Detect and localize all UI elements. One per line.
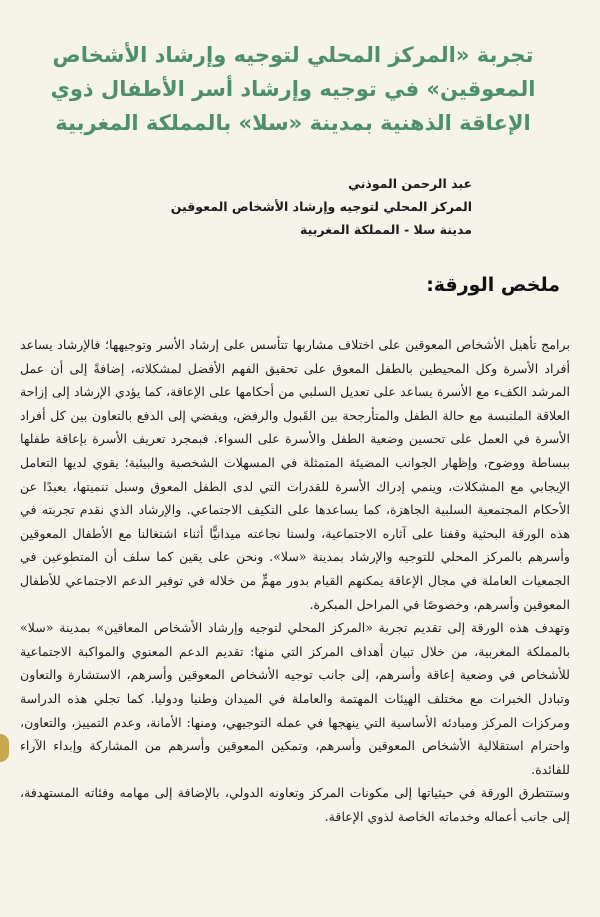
abstract-heading: ملخص الورقة: — [426, 274, 560, 296]
author-block — [112, 172, 472, 241]
page-edge-marker — [0, 734, 9, 762]
author-location: مدينة سلا - المملكة المغربية — [300, 222, 472, 237]
abstract-paragraph: وتهدف هذه الورقة إلى تقديم تجربة «المركز المحلي لتوجيه وإرشاد الأشخاص المعاقين» بمدينة «سلا» بالمملكة المغربية، من خلال تبيان أهداف المركز التي منها: تقديم الدعم المعنوي والمواكبة الاجتماعية للأشخاص في وضعية إعاقة وأسرهم، إلى جانب توجيه الأشخاص المعوقين وأسرهم، الاستشارة والتعاون وتبادل الخبرات مع مختلف الهيئات المهتمة والعاملة في الميدان وطنيا ودوليا. كما تجلي هذه الدراسة ومركزات المركز ومبادئه الأساسية التي ينهجها في عمله التوجيهي، ومنها: الأمانة، وعدم التمييز، والتعاون، واحترام استقلالية الأشخاص المعوقين وأسرهم، وتمكين المعوقين وأسرهم من المشاركة وإبداء الآراء للفائدة. — [20, 620, 570, 777]
abstract-paragraph: برامج تأهيل الأشخاص المعوقين على اختلاف مشاربها تتأسس على إرشاد الأسر وتوجيهها؛ فالإرشاد يساعد أفراد الأسرة وكل المحيطين بالطفل المعوق على تحقيق الفهم الأفضل لمشكلاته، إضافةً إلى أن عمل المرشد الكفء مع الأسرة يساعد على تعديل السلبي من أحكامها على الإعاقة، كما يؤدي الإرشاد إلى إزاحة العلاقة الملتبسة مع حالة الطفل والمتأرجحة بين القَبول والرفض، ويفضي إلى الدفع بالتعاون بين كل أفراد الأسرة في العمل على تحسين وضعية الطفل والأسرة على السواء. فبمجرد تعريف الأسرة بإعاقة طفلها ببساطة ووضوح، وإظهار الجوانب المضيئة المتمثلة في المسهلات الشخصية والبيئية؛ يقوي لديها التعامل الإيجابي مع المشكلات، وينمي إدراك الأسرة للقدرات التي لدى الطفل المعوق وسبل تنميتها، بعيدًا عن الأحكام المجتمعية السلبية الجاهزة، كما يساعدها على التكيف الاجتماعي. والإرشاد الذي نقدم تجربته في هذه الورقة البحثية وقفنا على آثاره الاجتماعية، ولسنا نجاعته ميدانيًّا أثناء اشتغالنا مع الأطفال المعوقين وأسرهم بالمركز المحلي للتوجيه والإرشاد بمدينة «سلا». ونحن على يقين كما سلف أن المتطوعين في الجمعيات العاملة في مجال الإعاقة يمكنهم القيام بدور مهمٍّ من خلاله في توفير الدعم الاجتماعي للأطفال المعوقين وأسرهم، وخصوصًا في المراحل المبكرة. — [20, 337, 570, 612]
article-title: تجربة «المركز المحلي لتوجيه وإرشاد الأشخاص المعوقين» في توجيه وإرشاد أسر الأطفال ذوي الإعاقة الذهنية بمدينة «سلا» بالمملكة المغربية — [50, 43, 536, 135]
author-affiliation: المركز المحلي لتوجيه وإرشاد الأشخاص المعوقين — [170, 199, 472, 214]
author-name: عبد الرحمن الموذني — [348, 176, 472, 191]
abstract-body — [20, 333, 570, 828]
abstract-paragraph: وستتطرق الورقة في حيثياتها إلى مكونات المركز وتعاونه الدولي، بالإضافة إلى مهامه وفئاته المستهدفة، إلى جانب أعماله وخدماته الخاصة لذوي الإعاقة. — [20, 785, 570, 824]
